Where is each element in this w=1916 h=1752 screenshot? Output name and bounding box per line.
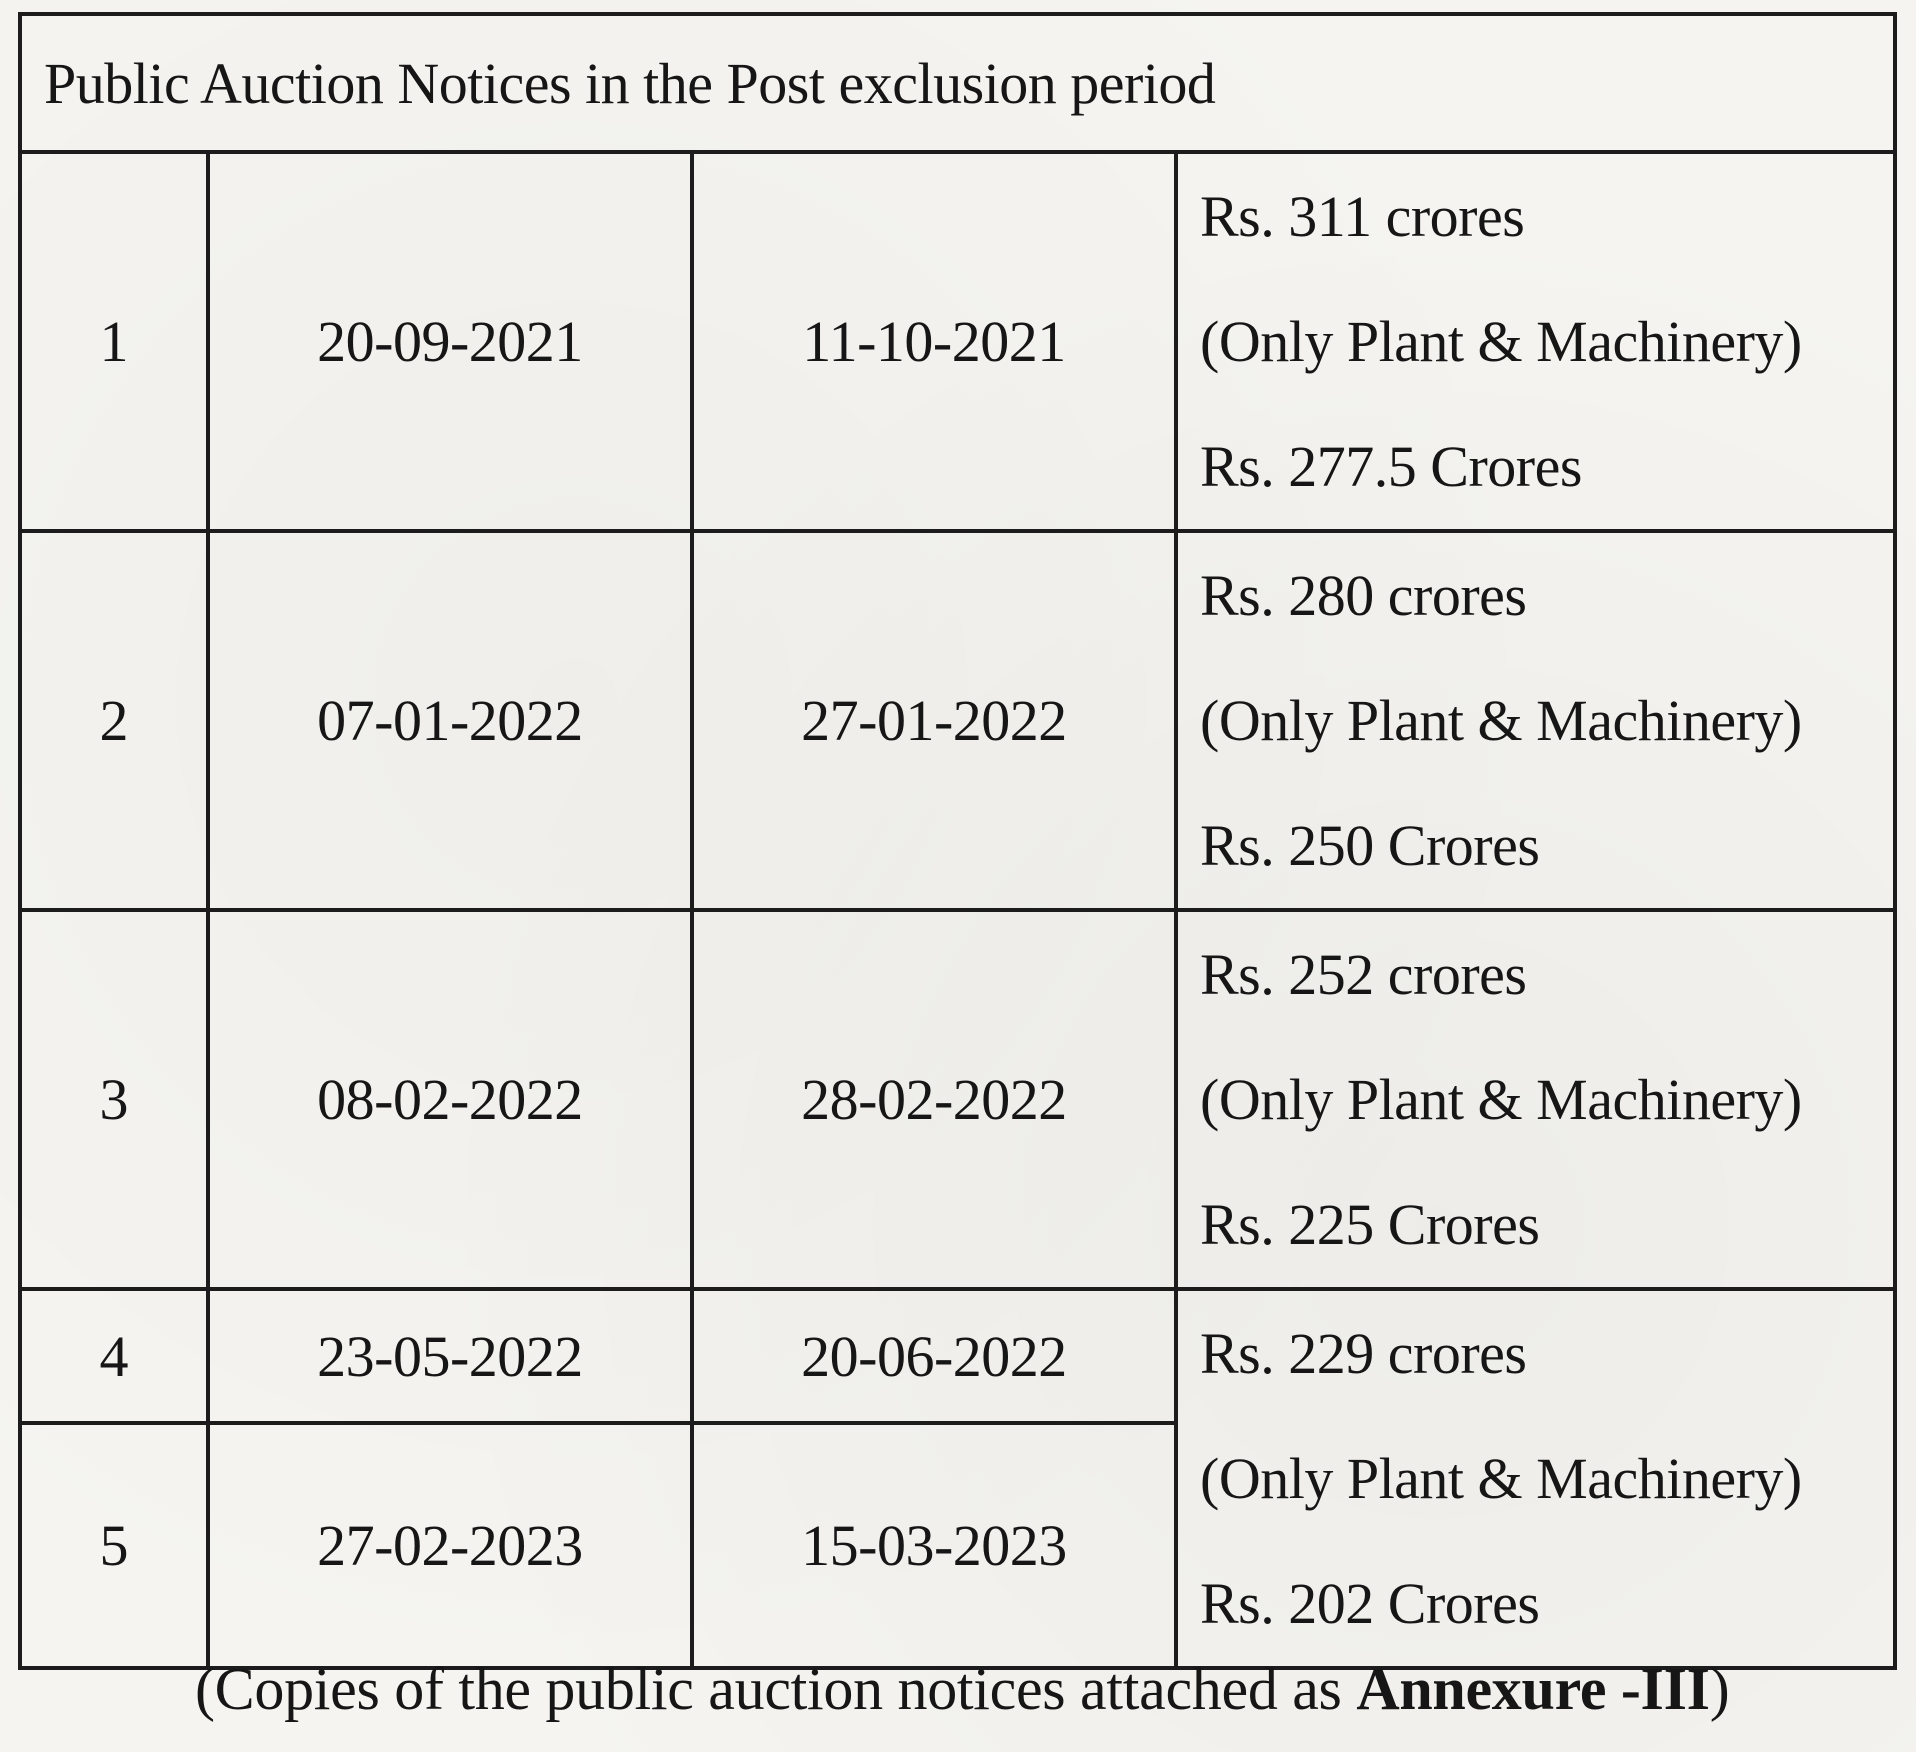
reserve-price-line: Rs. 311 crores: [1200, 184, 1525, 249]
auction-date-cell: 20-06-2022: [692, 1289, 1176, 1423]
table-title: Public Auction Notices in the Post exclusion period: [20, 14, 1895, 152]
reserve-price-note: (Only Plant & Machinery): [1200, 688, 1802, 753]
table-row: [20, 531, 1895, 910]
table-title-row: [20, 14, 1895, 152]
serial-number-cell: 4: [20, 1289, 208, 1423]
reserve-price-cell: [1176, 531, 1895, 910]
reserve-price-note: (Only Plant & Machinery): [1200, 309, 1802, 374]
reserve-price-line: Rs. 225 Crores: [1200, 1192, 1540, 1257]
reserve-price-line: Rs. 250 Crores: [1200, 813, 1540, 878]
serial-number-cell: 2: [20, 531, 208, 910]
reserve-price-line: Rs. 202 Crores: [1200, 1571, 1540, 1636]
auction-date-cell: 27-01-2022: [692, 531, 1176, 910]
reserve-price-note: (Only Plant & Machinery): [1200, 1067, 1802, 1132]
reserve-price-line: Rs. 280 crores: [1200, 563, 1527, 628]
reserve-price-cell: [1176, 152, 1895, 531]
auction-notices-table: [18, 12, 1897, 1670]
reserve-price-line: Rs. 277.5 Crores: [1200, 434, 1582, 499]
table-row: [20, 152, 1895, 531]
reserve-price-cell: [1176, 910, 1895, 1289]
reserve-price-note: (Only Plant & Machinery): [1200, 1446, 1802, 1511]
auction-date-cell: 28-02-2022: [692, 910, 1176, 1289]
footnote-text: (Copies of the public auction notices attached as: [195, 1656, 1357, 1722]
notice-date-cell: 08-02-2022: [208, 910, 692, 1289]
serial-number-cell: 1: [20, 152, 208, 531]
reserve-price-line: Rs. 252 crores: [1200, 942, 1527, 1007]
auction-date-cell: 11-10-2021: [692, 152, 1176, 531]
table-row: [20, 1289, 1895, 1423]
table-row: [20, 910, 1895, 1289]
serial-number-cell: 5: [20, 1423, 208, 1668]
serial-number-cell: 3: [20, 910, 208, 1289]
annexure-footnote: [195, 1655, 1729, 1724]
annexure-reference: Annexure -III: [1356, 1656, 1710, 1722]
notice-date-cell: 23-05-2022: [208, 1289, 692, 1423]
reserve-price-cell: [1176, 1289, 1895, 1668]
notice-date-cell: 27-02-2023: [208, 1423, 692, 1668]
footnote-closing: ): [1709, 1656, 1730, 1722]
auction-date-cell: 15-03-2023: [692, 1423, 1176, 1668]
reserve-price-line: Rs. 229 crores: [1200, 1321, 1527, 1386]
notice-date-cell: 20-09-2021: [208, 152, 692, 531]
notice-date-cell: 07-01-2022: [208, 531, 692, 910]
